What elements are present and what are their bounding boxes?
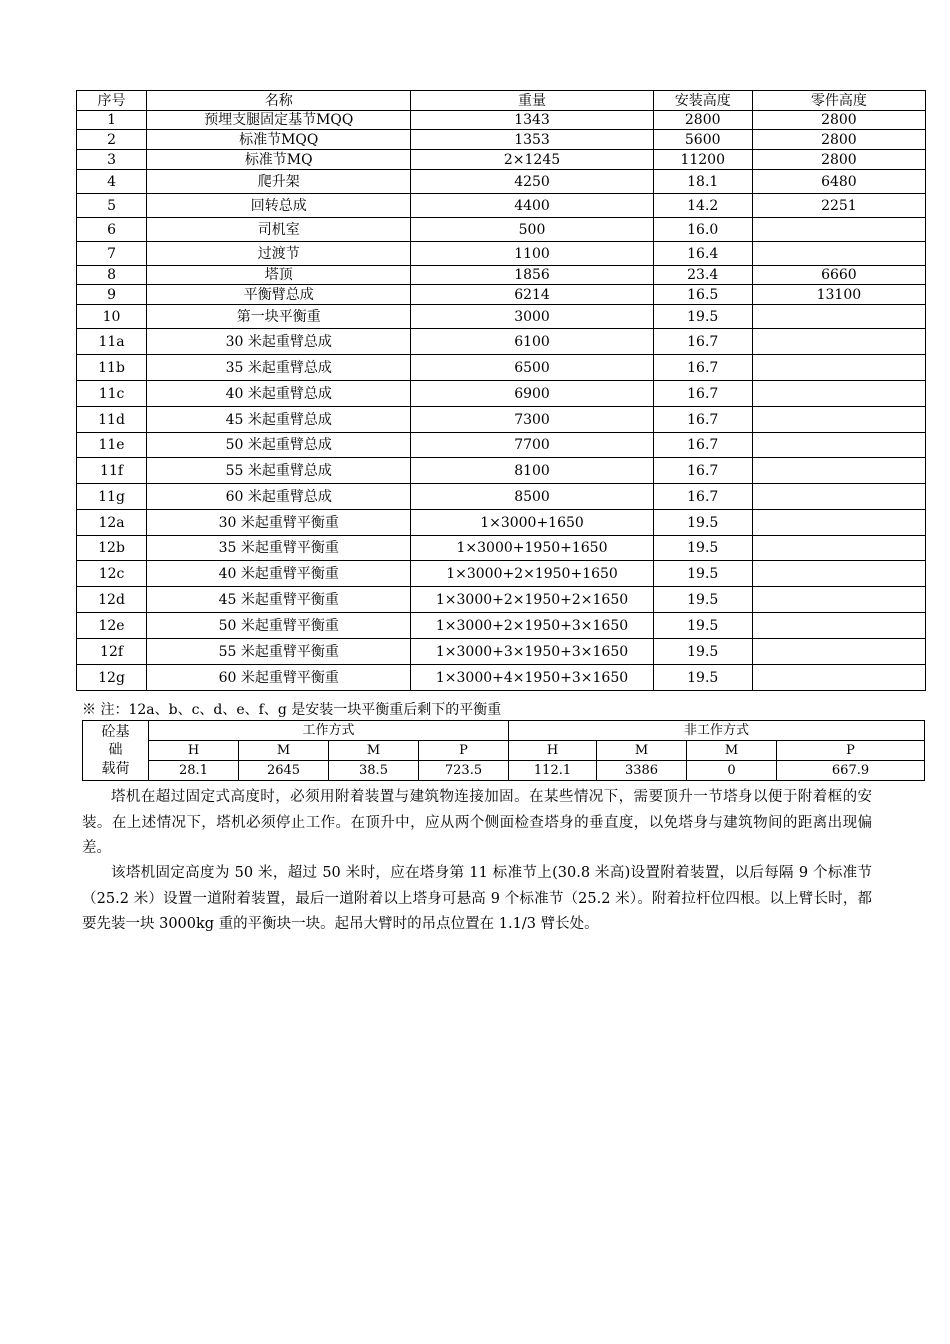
table-row bbox=[77, 433, 926, 458]
row-index: 12d bbox=[77, 587, 147, 613]
part-height: 2251 bbox=[752, 194, 925, 218]
part-name: 35 米起重臂总成 bbox=[147, 355, 411, 381]
part-name: 35 米起重臂平衡重 bbox=[147, 536, 411, 561]
part-weight: 6900 bbox=[411, 381, 653, 407]
part-name: 司机室 bbox=[147, 218, 411, 242]
install-height: 16.5 bbox=[653, 285, 752, 305]
install-height: 16.7 bbox=[653, 407, 752, 433]
install-height: 19.5 bbox=[653, 510, 752, 536]
row-index: 11e bbox=[77, 433, 147, 458]
part-name: 60 米起重臂平衡重 bbox=[147, 665, 411, 691]
table-row bbox=[77, 587, 926, 613]
row-index: 3 bbox=[77, 150, 147, 170]
row-index: 9 bbox=[77, 285, 147, 305]
part-height bbox=[752, 484, 925, 510]
part-weight: 1×3000+2×1950+3×1650 bbox=[411, 613, 653, 639]
install-height: 19.5 bbox=[653, 665, 752, 691]
row-index: 8 bbox=[77, 266, 147, 285]
install-height: 2800 bbox=[653, 111, 752, 130]
col-weight-header: 重量 bbox=[411, 91, 653, 111]
row-index: 12g bbox=[77, 665, 147, 691]
part-weight: 6214 bbox=[411, 285, 653, 305]
parts-table bbox=[76, 90, 926, 691]
row-index: 12e bbox=[77, 613, 147, 639]
part-height: 2800 bbox=[752, 130, 925, 150]
table-row bbox=[77, 285, 926, 305]
part-weight: 500 bbox=[411, 218, 653, 242]
load-value: 38.5 bbox=[329, 761, 419, 781]
install-height: 19.5 bbox=[653, 561, 752, 587]
part-name: 过渡节 bbox=[147, 242, 411, 266]
part-name: 55 米起重臂平衡重 bbox=[147, 639, 411, 665]
install-height: 19.5 bbox=[653, 613, 752, 639]
part-height: 2800 bbox=[752, 111, 925, 130]
part-height bbox=[752, 613, 925, 639]
table-row bbox=[77, 111, 926, 130]
load-subheader: M bbox=[329, 741, 419, 761]
part-weight: 8100 bbox=[411, 458, 653, 484]
paragraph-fixed-height: 该塔机固定高度为 50 米，超过 50 米时，应在塔身第 11 标准节上(30.8 米高)设置附着装置，以后每隔 9 个标准节（25.2 米）设置一道附着装置，最后一道附着以上塔身可悬高 9 个标准节（25.2 米）。附着拉杆位四根。以上臂长时，都要先装一块 3000kg 重的平衡块一块。起吊大臂时的吊点位置在 1.1/3 臂长处。 bbox=[82, 865, 872, 932]
part-weight: 4400 bbox=[411, 194, 653, 218]
part-weight: 6100 bbox=[411, 329, 653, 355]
row-index: 1 bbox=[77, 111, 147, 130]
row-index: 12f bbox=[77, 639, 147, 665]
row-index: 11b bbox=[77, 355, 147, 381]
part-name: 塔顶 bbox=[147, 266, 411, 285]
table-row bbox=[77, 329, 926, 355]
table-row bbox=[77, 266, 926, 285]
part-weight: 1×3000+1650 bbox=[411, 510, 653, 536]
row-index: 7 bbox=[77, 242, 147, 266]
part-weight: 2×1245 bbox=[411, 150, 653, 170]
col-part-height-header: 零件高度 bbox=[752, 91, 925, 111]
table-row bbox=[77, 561, 926, 587]
part-name: 55 米起重臂总成 bbox=[147, 458, 411, 484]
part-height bbox=[752, 587, 925, 613]
part-weight: 3000 bbox=[411, 305, 653, 329]
row-index: 4 bbox=[77, 170, 147, 194]
part-height bbox=[752, 407, 925, 433]
part-weight: 1343 bbox=[411, 111, 653, 130]
part-weight: 1×3000+2×1950+1650 bbox=[411, 561, 653, 587]
table-header-row bbox=[77, 91, 926, 111]
col-install-height-header: 安装高度 bbox=[653, 91, 752, 111]
table-row bbox=[77, 242, 926, 266]
row-index: 12c bbox=[77, 561, 147, 587]
row-index: 12b bbox=[77, 536, 147, 561]
part-name: 45 米起重臂平衡重 bbox=[147, 587, 411, 613]
part-height bbox=[752, 561, 925, 587]
part-weight: 6500 bbox=[411, 355, 653, 381]
install-height: 19.5 bbox=[653, 305, 752, 329]
part-height bbox=[752, 329, 925, 355]
table-row bbox=[77, 150, 926, 170]
part-name: 标准节MQ bbox=[147, 150, 411, 170]
part-name: 60 米起重臂总成 bbox=[147, 484, 411, 510]
row-index: 11f bbox=[77, 458, 147, 484]
part-name: 预埋支腿固定基节MQQ bbox=[147, 111, 411, 130]
table-row bbox=[77, 305, 926, 329]
part-weight: 8500 bbox=[411, 484, 653, 510]
table-row bbox=[77, 218, 926, 242]
row-index: 11d bbox=[77, 407, 147, 433]
load-subheader: H bbox=[509, 741, 597, 761]
load-subheader: M bbox=[239, 741, 329, 761]
table-row bbox=[77, 458, 926, 484]
part-height: 6660 bbox=[752, 266, 925, 285]
part-weight: 1×3000+2×1950+2×1650 bbox=[411, 587, 653, 613]
part-name: 爬升架 bbox=[147, 170, 411, 194]
part-name: 第一块平衡重 bbox=[147, 305, 411, 329]
install-height: 19.5 bbox=[653, 639, 752, 665]
part-name: 45 米起重臂总成 bbox=[147, 407, 411, 433]
part-height bbox=[752, 242, 925, 266]
row-index: 12a bbox=[77, 510, 147, 536]
load-subheader: P bbox=[419, 741, 509, 761]
load-value: 3386 bbox=[597, 761, 687, 781]
row-index: 2 bbox=[77, 130, 147, 150]
part-height bbox=[752, 218, 925, 242]
install-height: 16.7 bbox=[653, 458, 752, 484]
load-subheader: M bbox=[687, 741, 777, 761]
part-height: 6480 bbox=[752, 170, 925, 194]
part-height bbox=[752, 305, 925, 329]
table-row bbox=[77, 613, 926, 639]
table-row bbox=[77, 510, 926, 536]
install-height: 16.7 bbox=[653, 355, 752, 381]
part-height: 2800 bbox=[752, 150, 925, 170]
part-height bbox=[752, 536, 925, 561]
part-weight: 1353 bbox=[411, 130, 653, 150]
load-value: 0 bbox=[687, 761, 777, 781]
part-name: 回转总成 bbox=[147, 194, 411, 218]
install-height: 16.7 bbox=[653, 433, 752, 458]
part-height bbox=[752, 381, 925, 407]
foundation-load-table bbox=[82, 720, 925, 781]
row-index: 11g bbox=[77, 484, 147, 510]
load-value: 28.1 bbox=[149, 761, 239, 781]
install-height: 16.0 bbox=[653, 218, 752, 242]
part-height bbox=[752, 433, 925, 458]
part-weight: 1×3000+4×1950+3×1650 bbox=[411, 665, 653, 691]
non-working-mode-header: 非工作方式 bbox=[509, 721, 925, 741]
part-height bbox=[752, 510, 925, 536]
install-height: 18.1 bbox=[653, 170, 752, 194]
part-name: 30 米起重臂总成 bbox=[147, 329, 411, 355]
table-row bbox=[77, 194, 926, 218]
install-height: 16.7 bbox=[653, 484, 752, 510]
part-weight: 1×3000+3×1950+3×1650 bbox=[411, 639, 653, 665]
part-height bbox=[752, 355, 925, 381]
row-index: 6 bbox=[77, 218, 147, 242]
install-height: 19.5 bbox=[653, 536, 752, 561]
part-weight: 7300 bbox=[411, 407, 653, 433]
install-height: 23.4 bbox=[653, 266, 752, 285]
table-row bbox=[77, 484, 926, 510]
install-height: 16.7 bbox=[653, 329, 752, 355]
row-index: 10 bbox=[77, 305, 147, 329]
load-subheader: P bbox=[777, 741, 925, 761]
install-height: 19.5 bbox=[653, 587, 752, 613]
table-row bbox=[77, 355, 926, 381]
part-name: 50 米起重臂平衡重 bbox=[147, 613, 411, 639]
install-height: 11200 bbox=[653, 150, 752, 170]
part-weight: 7700 bbox=[411, 433, 653, 458]
table-note: ※ 注：12a、b、c、d、e、f、g 是安装一块平衡重后剩下的平衡重 bbox=[82, 702, 502, 718]
paragraph-attachment: 塔机在超过固定式高度时，必须用附着装置与建筑物连接加固。在某些情况下，需要顶升一节塔身以便于附着框的安装。在上述情况下，塔机必须停止工作。在顶升中，应从两个侧面检查塔身的垂直度，以免塔身与建筑物间的距离出现偏差。 bbox=[82, 789, 872, 856]
part-weight: 4250 bbox=[411, 170, 653, 194]
part-name: 50 米起重臂总成 bbox=[147, 433, 411, 458]
foundation-load-label: 砼基 础 载荷 bbox=[83, 721, 149, 781]
load-value: 667.9 bbox=[777, 761, 925, 781]
table-row bbox=[77, 407, 926, 433]
row-index: 11a bbox=[77, 329, 147, 355]
load-subheader: H bbox=[149, 741, 239, 761]
col-name-header: 名称 bbox=[147, 91, 411, 111]
table-row bbox=[77, 170, 926, 194]
table-row bbox=[77, 536, 926, 561]
install-height: 14.2 bbox=[653, 194, 752, 218]
table-row bbox=[77, 665, 926, 691]
part-weight: 1856 bbox=[411, 266, 653, 285]
load-value: 112.1 bbox=[509, 761, 597, 781]
part-height bbox=[752, 639, 925, 665]
part-weight: 1100 bbox=[411, 242, 653, 266]
col-index-header: 序号 bbox=[77, 91, 147, 111]
install-height: 5600 bbox=[653, 130, 752, 150]
working-mode-header: 工作方式 bbox=[149, 721, 509, 741]
part-height bbox=[752, 458, 925, 484]
row-index: 11c bbox=[77, 381, 147, 407]
row-index: 5 bbox=[77, 194, 147, 218]
load-value: 723.5 bbox=[419, 761, 509, 781]
table-row bbox=[77, 381, 926, 407]
part-weight: 1×3000+1950+1650 bbox=[411, 536, 653, 561]
part-height bbox=[752, 665, 925, 691]
table-row bbox=[77, 639, 926, 665]
install-height: 16.7 bbox=[653, 381, 752, 407]
part-name: 平衡臂总成 bbox=[147, 285, 411, 305]
part-name: 40 米起重臂平衡重 bbox=[147, 561, 411, 587]
part-name: 40 米起重臂总成 bbox=[147, 381, 411, 407]
part-name: 30 米起重臂平衡重 bbox=[147, 510, 411, 536]
part-name: 标准节MQQ bbox=[147, 130, 411, 150]
part-height: 13100 bbox=[752, 285, 925, 305]
load-subheader: M bbox=[597, 741, 687, 761]
table-row bbox=[77, 130, 926, 150]
install-height: 16.4 bbox=[653, 242, 752, 266]
load-value: 2645 bbox=[239, 761, 329, 781]
